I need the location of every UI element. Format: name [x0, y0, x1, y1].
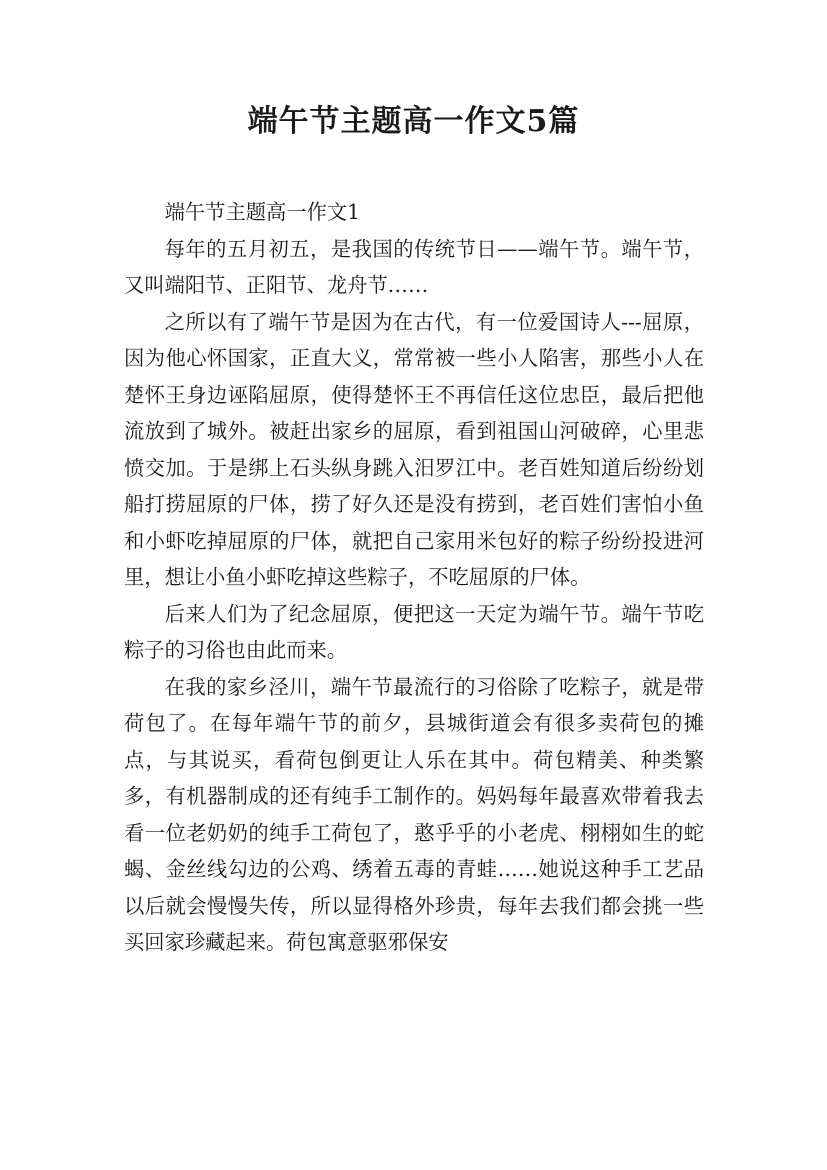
- essay-subtitle: 端午节主题高一作文1: [164, 200, 361, 224]
- paragraph-1: 每年的五月初五，是我国的传统节日——端午节。端午节，又叫端阳节、正阳节、龙舟节……: [124, 236, 704, 297]
- paragraph-2: 之所以有了端午节是因为在古代，有一位爱国诗人---屈原，因为他心怀国家，正直大义，常常被一些小人陷害，那些小人在楚怀王身边诬陷屈原，使得楚怀王不再信任这位忠臣，最后把他流放到了城外。被赶出家乡的屈原，看到祖国山河破碎，心里悲愤交加。于是绑上石头纵身跳入汨罗江中。老百姓知道后纷纷划船打捞屈原的尸体，捞了好久还是没有捞到，老百姓们害怕小鱼和小虾吃掉屈原的尸体，就把自己家用米包好的粽子纷纷投进河里，想让小鱼小虾吃掉这些粽子，不吃屈原的尸体。: [124, 309, 704, 589]
- document-body: [124, 194, 704, 961]
- document-title: 端午节主题高一作文5篇: [247, 104, 580, 139]
- paragraph-3: 后来人们为了纪念屈原，便把这一天定为端午节。端午节吃粽子的习俗也由此而来。: [124, 601, 704, 662]
- paragraph-4: 在我的家乡泾川，端午节最流行的习俗除了吃粽子，就是带荷包了。在每年端午节的前夕，县城街道会有很多卖荷包的摊点，与其说买，看荷包倒更让人乐在其中。荷包精美、种类繁多，有机器制成的还有纯手工制作的。妈妈每年最喜欢带着我去看一位老奶奶的纯手工荷包了，憨乎乎的小老虎、栩栩如生的蛇蝎、金丝线勾边的公鸡、绣着五毒的青蛙……她说这种手工艺品以后就会慢慢失传，所以显得格外珍贵，每年去我们都会挑一些买回家珍藏起来。荷包寓意驱邪保安: [124, 674, 704, 954]
